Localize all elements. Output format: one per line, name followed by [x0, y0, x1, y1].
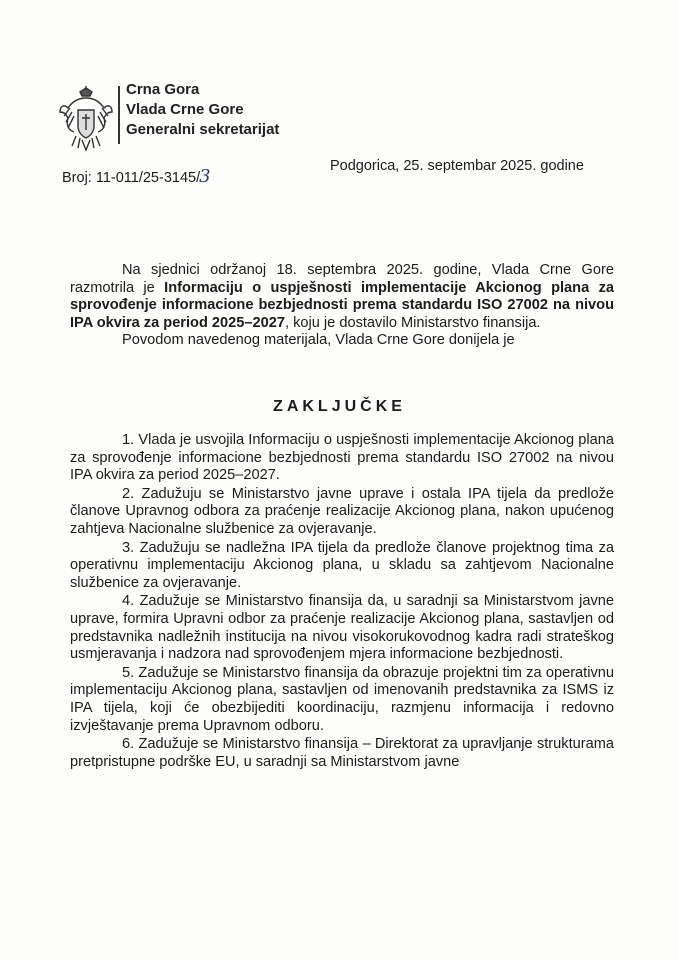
conclusion-item: 5. Zadužuje se Ministarstvo finansija da obrazuje projektni tim za operativnu implementaciju Akcionog plana, sastavljen od imenovanih predstavnika za ISMS iz IPA tijela, koji će obezbijediti koordinaciju, razmjenu informacija i redovno izvještavanje prema Upravnom odboru.: [70, 664, 614, 734]
org-country: Crna Gora: [126, 81, 200, 98]
org-government: Vlada Crne Gore: [126, 101, 244, 118]
conclusion-item: 2. Zadužuju se Ministarstvo javne uprave i ostala IPA tijela da predlože članove Upravnog odbora za praćenje realizacije Akcionog plana, nakon upućenog zahtjeva Nacionalne službenice za ovjeravanje.: [70, 485, 614, 537]
conclusion-item: 1. Vlada je usvojila Informaciju o uspješnosti implementacije Akcionog plana za sprovođenje informacione bezbjednosti prema standardu ISO 27002 na nivou IPA okvira za period 2025–2027.: [70, 432, 614, 484]
organization-block: [126, 80, 279, 140]
intro-decision-line: Povodom navedenog materijala, Vlada Crne Gore donijela je: [122, 332, 515, 349]
conclusion-item: 4. Zadužuje se Ministarstvo finansija da, u saradnji sa Ministarstvom javne uprave, formira Upravni odbor za praćenje realizacije Akcionog plana, sastavljen od predstavnika nadležnih institucija na nivou visokorukovodnog kadra radi strateškog usmjeravanja i nadzora nad sprovođenjem mjera informacione bezbjednosti.: [70, 593, 614, 663]
reference-number: [62, 166, 211, 187]
org-secretariat: Generalni sekretarijat: [126, 121, 280, 138]
coat-of-arms-emblem: [58, 86, 114, 152]
handwritten-suffix: 3: [199, 166, 211, 187]
header-divider: [118, 86, 120, 144]
reference-label: Broj: 11-011/25-3145/: [62, 170, 201, 186]
conclusions-list: [70, 432, 614, 772]
intro-paragraph: [70, 262, 614, 332]
intro-text-bold: Informaciju o uspješnosti implementacije Akcionog plana za sprovođenje informacione bezbjednosti prema standardu ISO 27002 na nivou IPA okvira za period 2025–2027: [70, 279, 614, 331]
intro-section: [70, 262, 614, 350]
intro-text-end: , koju je dostavilo Ministarstvo finansija.: [284, 314, 541, 331]
intro-text-start: Na sjednici održanoj 18. septembra 2025. godine, Vlada Crne Gore razmotrila je: [70, 262, 614, 296]
conclusion-item: 6. Zadužuje se Ministarstvo finansija – Direktorat za upravljanje strukturama pretpristupne podrške EU, u saradnji sa Ministarstvom javne: [70, 736, 614, 770]
document-date: Podgorica, 25. septembar 2025. godine: [330, 158, 584, 174]
conclusion-item: 3. Zadužuju se nadležna IPA tijela da predlože članove projektnog tima za operativnu implementaciju Akcionog plana, u skladu sa zahtjevom Nacionalne službenice za ovjeravanje.: [70, 539, 614, 591]
conclusions-heading: ZAKLJUČKE: [273, 398, 406, 415]
